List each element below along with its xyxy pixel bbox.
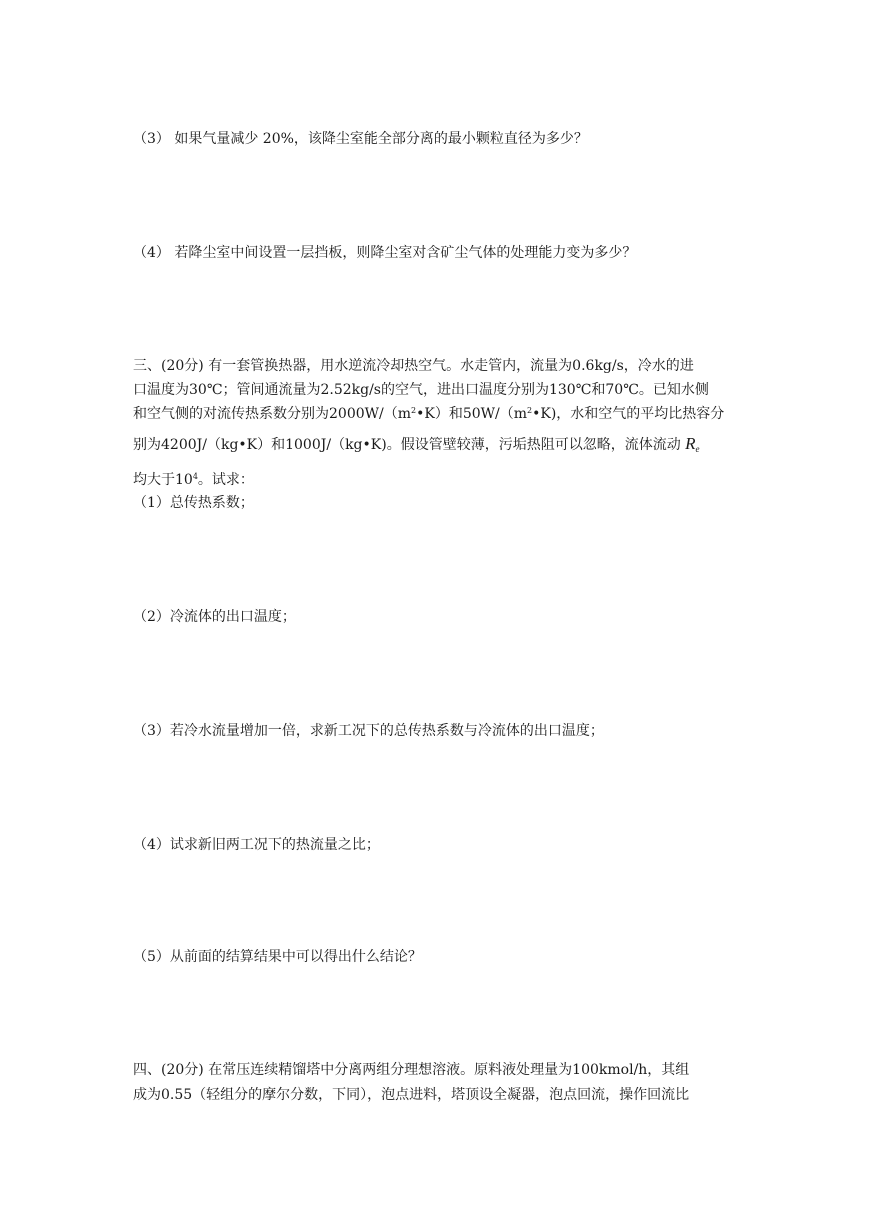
text-segment: 均大于10 (133, 472, 193, 488)
question-3-stem-line-5 (133, 470, 254, 490)
question-3-part-1: （1）总传热系数； (133, 495, 254, 511)
reynolds-letter: R (685, 434, 696, 453)
question-3-part-3: （3）若冷水流量增加一倍，求新工况下的总传热系数与冷流体的出口温度； (133, 723, 604, 739)
text-segment: 。试求： (197, 472, 254, 488)
question-2-part-3: （3） 如果气量减少 20%，该降尘室能全部分离的最小颗粒直径为多少？ (133, 131, 588, 147)
superscript: 2 (411, 406, 417, 415)
superscript: 2 (527, 406, 533, 415)
question-3-part-4: （4）试求新旧两工况下的热流量之比； (133, 837, 380, 853)
question-3-stem-line-3 (133, 404, 724, 424)
question-3-stem-line-1: 三、(20分) 有一套管换热器，用水逆流冷却热空气。水走管内，流量为0.6kg/s，冷水的进 (133, 358, 694, 374)
text-segment: 别为4200J/（kg•K）和1000J/（kg•K)。假设管壁较薄，污垢热阻可以忽略，流体流动 (133, 437, 681, 453)
superscript: 4 (192, 472, 198, 481)
question-2-part-4: （4） 若降尘室中间设置一层挡板，则降尘室对含矿尘气体的处理能力变为多少？ (133, 245, 637, 261)
reynolds-subscript: e (695, 444, 700, 454)
question-3-stem-line-2: 口温度为30℃；管间通流量为2.52kg/s的空气，进出口温度分别为130℃和70℃。已知水侧 (133, 382, 709, 398)
question-3-part-5: （5）从前面的结算结果中可以得出什么结论？ (133, 949, 422, 965)
question-3-stem-line-4 (133, 434, 700, 455)
question-3-part-2: （2）冷流体的出口温度； (133, 609, 296, 625)
text-segment: •K)，水和空气的平均比热容分 (532, 406, 725, 422)
question-4-stem-line-2: 成为0.55（轻组分的摩尔分数，下同），泡点进料，塔顶设全凝器，泡点回流，操作回流比 (133, 1087, 690, 1103)
text-segment: 和空气侧的对流传热系数分别为2000W/（m (133, 406, 412, 422)
reynolds-symbol (685, 434, 699, 453)
question-4-stem-line-1: 四、(20分) 在常压连续精馏塔中分离两组分理想溶液。原料液处理量为100kmol/h，其组 (133, 1062, 690, 1078)
text-segment: •K）和50W/（m (416, 406, 528, 422)
